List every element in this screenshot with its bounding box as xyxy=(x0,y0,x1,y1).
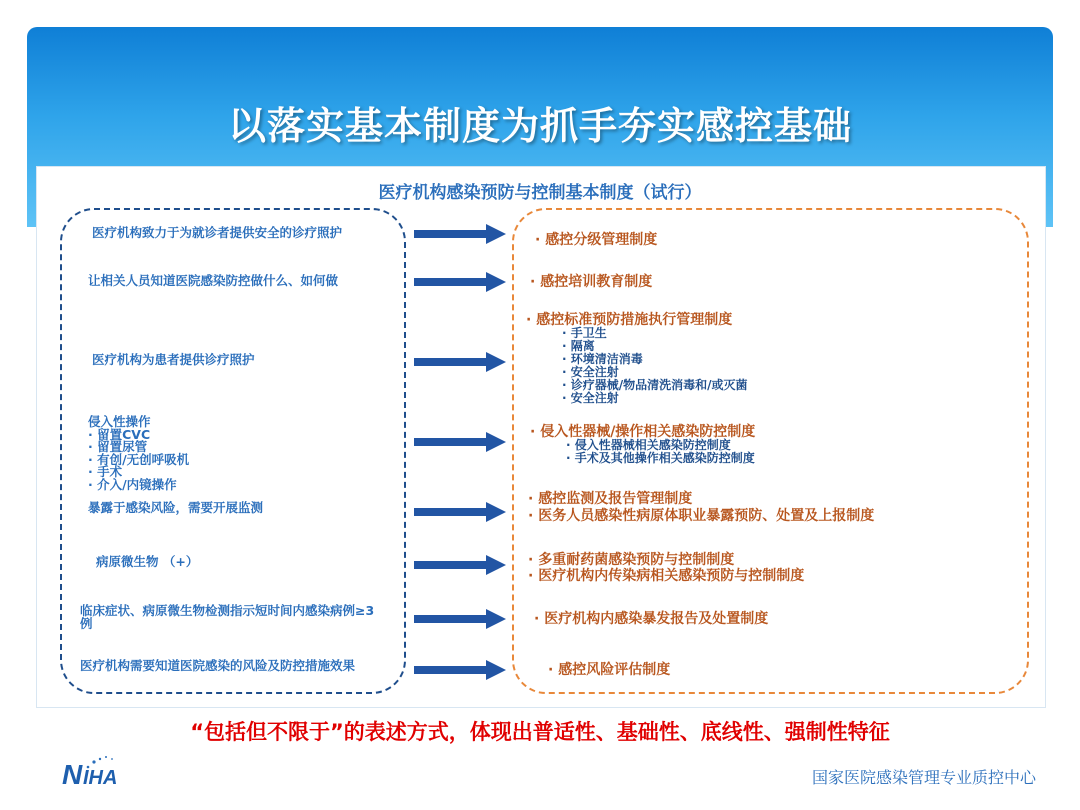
left-item-1: 医疗机构致力于为就诊者提供安全的诊疗照护 xyxy=(92,225,343,240)
arrow-2 xyxy=(414,272,506,292)
right-sub-3-6: · 安全注射 xyxy=(562,391,619,405)
right-item-5a: · 感控监测及报告管理制度 xyxy=(528,491,693,507)
left-item-6: 病原微生物 （+） xyxy=(96,554,199,569)
footer-org: 国家医院感染管理专业质控中心 xyxy=(811,768,1036,787)
right-sub-3-4: · 安全注射 xyxy=(562,365,619,379)
arrow-3 xyxy=(414,352,506,372)
right-sub-3-5: · 诊疗器械/物品清洗消毒和/或灭菌 xyxy=(562,378,748,392)
left-item-3: 医疗机构为患者提供诊疗照护 xyxy=(92,352,255,367)
right-item-4: · 侵入性器械/操作相关感染防控制度 xyxy=(530,424,756,440)
svg-text:IHA: IHA xyxy=(83,767,118,789)
right-item-2: · 感控培训教育制度 xyxy=(530,274,653,290)
tagline: “包括但不限于”的表述方式，体现出普适性、基础性、底线性、强制性特征 xyxy=(190,720,890,744)
arrow-6 xyxy=(414,555,506,575)
left-item-8: 医疗机构需要知道医院感染的风险及防控措施效果 xyxy=(80,658,356,673)
right-item-3: · 感控标准预防措施执行管理制度 xyxy=(526,312,733,328)
arrow-7 xyxy=(414,609,506,629)
slide-title: 以落实基本制度为抓手夯实感控基础 xyxy=(227,104,852,148)
right-item-7: · 医疗机构内感染暴发报告及处置制度 xyxy=(534,611,769,627)
arrow-4 xyxy=(414,432,506,452)
panel-title: 医疗机构感染预防与控制基本制度（试行） xyxy=(378,183,702,203)
left-item-2: 让相关人员知道医院感染防控做什么、如何做 xyxy=(88,273,339,288)
niha-logo xyxy=(60,752,170,792)
right-item-1: · 感控分级管理制度 xyxy=(535,232,658,248)
right-item-6b: · 医疗机构内传染病相关感染预防与控制制度 xyxy=(528,568,805,584)
left-item-7: 临床症状、病原微生物检测指示短时间内感染病例≥3例 xyxy=(80,603,375,631)
arrow-1 xyxy=(414,224,506,244)
svg-text:N: N xyxy=(62,759,83,790)
right-item-5b: · 医务人员感染性病原体职业暴露预防、处置及上报制度 xyxy=(528,508,875,524)
right-sub-4-1: · 侵入性器械相关感染防控制度 xyxy=(566,438,731,452)
left-item-5: 暴露于感染风险，需要开展监测 xyxy=(88,500,264,515)
right-item-8: · 感控风险评估制度 xyxy=(548,662,671,678)
arrow-8 xyxy=(414,660,506,680)
right-sub-3-2: · 隔离 xyxy=(562,339,595,353)
arrow-5 xyxy=(414,502,506,522)
right-sub-3-1: · 手卫生 xyxy=(562,326,607,340)
left-item-4: 侵入性操作 · 留置CVC · 留置尿管 · 有创/无创呼吸机 · 手术 · 介入/内镜操作 xyxy=(88,414,190,492)
right-item-6a: · 多重耐药菌感染预防与控制制度 xyxy=(528,552,735,568)
right-sub-3-3: · 环境清洁消毒 xyxy=(562,352,643,366)
right-sub-4-2: · 手术及其他操作相关感染防控制度 xyxy=(566,451,755,465)
